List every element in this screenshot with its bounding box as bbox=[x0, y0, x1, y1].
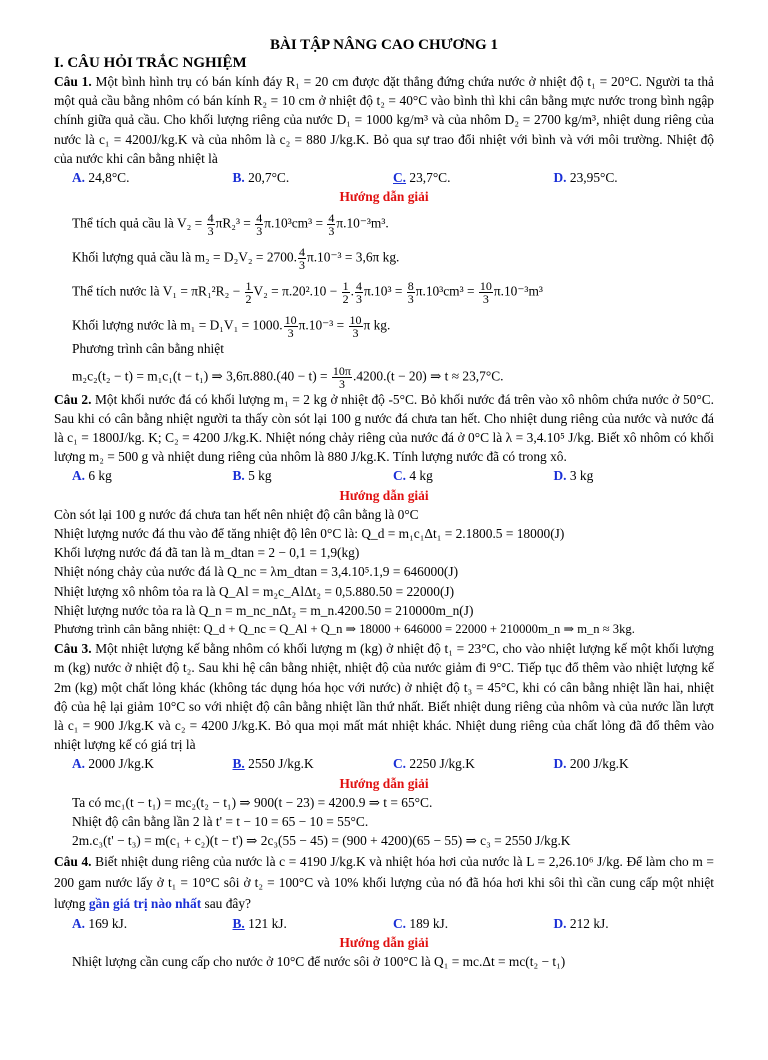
solution-line: m₂c₂(t₂ − t) = m₁c₁(t − t₁) ⇒ 3,6π.880.(40 − t) = $\frac{10\pi}{3}$ .4200.(t − 20) ⇒ t ≈ 23,7°C. bbox=[72, 363, 504, 391]
option-b[interactable]: B. 121 kJ. bbox=[232, 915, 287, 931]
question-2 bbox=[54, 390, 714, 467]
question-text: Một nhiệt lượng kế bằng nhôm có khối lượng m (kg) ở nhiệt độ t₁ = 23°C, cho vào nhiệt lượng kế một khối lượng m (kg) nước ở nhiệt độ t₂. Sau khi hệ cân bằng nhiệt, nhiệt độ của nước giảm đi 9°C. Tiếp tục đổ thêm vào nhiệt lượng kế 2m (kg) một chất lỏng khác (không tác dụng hóa học với nước) ở nhiệt độ t₃ = 45°C, khi có cân bằng nhiệt lần hai, nhiệt độ của hệ lại giảm 10°C so với nhiệt độ cân bằng nhiệt lần thứ nhất. Biết nhiệt dung riêng của nhôm và của nước lần lượt là c₁ = 900 J/kg.K và c₂ = 4200 J/kg.K. Bỏ qua mọi mất mát nhiệt khác. Nhiệt dung riêng của chất lỏng đã đổ thêm vào nhiệt lượng kế có giá trị là bbox=[54, 641, 714, 753]
section-heading: I. CÂU HỎI TRẮC NGHIỆM bbox=[54, 55, 247, 71]
solution-line: Khối lượng nước đá đã tan là m_dtan = 2 − 0,1 = 1,9(kg) bbox=[54, 545, 360, 561]
question-text: Một bình hình trụ có bán kính đáy R₁ = 20 cm được đặt thẳng đứng chứa nước ở nhiệt độ t₁ = 20°C. Người ta thả một quả cầu bằng nhôm có bán kính R₂ = 10 cm ở nhiệt độ t₂ = 40°C vào bình thì khi cân bằng mực nước trong bình ngập chính giữa quả cầu. Cho khối lượng riêng của nước D₁ = 1000 kg/m³ và của nhôm D₂ = 2700 kg/m³, nhiệt dung riêng của nước là c₁ = 4200J/kg.K và của nhôm là c₂ = 880 J/kg.K. Bỏ qua sự trao đổi nhiệt với bình và với môi trường. Nhiệt độ của nước khi cân bằng nhiệt là bbox=[54, 74, 714, 166]
question-label: Câu 3. bbox=[54, 641, 92, 657]
option-c[interactable]: C. 2250 J/kg.K bbox=[393, 756, 475, 772]
option-b[interactable]: B. 20,7°C. bbox=[232, 170, 290, 186]
document-page bbox=[0, 36, 768, 1060]
solution-line: 2m.c₃(t' − t₃) = m(c₁ + c₂)(t − t') ⇒ 2c₃(55 − 45) = (900 + 4200)(65 − 55) ⇒ c₃ = 2550 J/kg.K bbox=[72, 833, 571, 849]
option-c[interactable]: C. 4 kg bbox=[393, 468, 433, 484]
solution-line: Nhiệt độ cân bằng lần 2 là t' = t − 10 = 65 − 10 = 55°C. bbox=[72, 814, 369, 830]
question-highlight: gần giá trị nào nhất bbox=[88, 895, 202, 911]
option-a[interactable]: A. 24,8°C. bbox=[72, 170, 130, 186]
option-c[interactable]: C. 189 kJ. bbox=[393, 915, 449, 931]
question-text: Một khối nước đá có khối lượng m₁ = 2 kg ở nhiệt độ -5°C. Bỏ khối nước đá trên vào xô nhôm chứa nước ở 50°C. Sau khi có cân bằng nhiệt người ta thấy còn sót lại 100 g nước đá chưa tan hết. Cho nhiệt dung riêng của nước và nước đá là c₁ = 1800J/kg. K; C₂ = 4200 J/kg.K. Nhiệt nóng chảy riêng của nước đá ở 0°C là λ = 3,4.10⁵ J/kg. Biết xô nhôm có khối lượng m₂ = 500 g và nhiệt dung riêng của nhôm là 880 J/kg.K. Tính lượng nước đã có trong xô. bbox=[54, 391, 714, 465]
option-d[interactable]: D. 200 J/kg.K bbox=[553, 756, 629, 772]
page-title: BÀI TẬP NÂNG CAO CHƯƠNG 1 bbox=[270, 37, 498, 53]
solution-line: Thể tích nước là V₁ = πR₁²R₂ − $\frac{1}{2}$ V₂ = π.20².10 − $\frac{1}{2}$ . $\frac{4}{3}$ π.10³ = $\frac{8}{3}$ π.10³cm³ = $\frac{10}{3}$ π.10⁻³m³ bbox=[72, 279, 543, 307]
options-q4 bbox=[54, 914, 714, 933]
option-c[interactable]: C. 23,7°C. bbox=[393, 170, 451, 186]
solution-line: Ta có mc₁(t − t₁) = mc₂(t₂ − t₁) ⇒ 900(t − 23) = 4200.9 ⇒ t = 65°C. bbox=[72, 794, 433, 810]
solution-line: Thể tích quả cầu là V₂ = $\frac{4}{3}$ πR₂³ = $\frac{4}{3}$ π.10³cm³ = $\frac{4}{3}$ π.10⁻³m³. bbox=[72, 211, 389, 239]
option-d[interactable]: D. 23,95°C. bbox=[553, 170, 618, 186]
question-label: Câu 4. bbox=[54, 853, 92, 869]
solution-line: Nhiệt lượng nước đá thu vào để tăng nhiệt độ lên 0°C là: Q_d = m₁c₁Δt₁ = 2.1800.5 = 18000(J) bbox=[54, 526, 565, 542]
option-d[interactable]: D. 212 kJ. bbox=[553, 915, 609, 931]
option-d[interactable]: D. 3 kg bbox=[553, 468, 594, 484]
solution-line: Phương trình cân bằng nhiệt bbox=[72, 341, 224, 357]
solution-line: Khối lượng quả cầu là m₂ = D₂V₂ = 2700. $\frac{4}{3}$ π.10⁻³ = 3,6π kg. bbox=[72, 245, 400, 273]
solution-line: Nhiệt nóng chảy của nước đá là Q_nc = λm_dtan = 3,4.10⁵.1,9 = 646000(J) bbox=[54, 564, 459, 580]
option-a[interactable]: A. 6 kg bbox=[72, 468, 112, 484]
solution-line: Nhiệt lượng xô nhôm tỏa ra là Q_Al = m₂c_AlΔt₂ = 0,5.880.50 = 22000(J) bbox=[54, 583, 455, 599]
question-label: Câu 1. bbox=[54, 74, 92, 89]
guide-heading: Hướng dẫn giải bbox=[339, 189, 429, 205]
option-b[interactable]: B. 5 kg bbox=[232, 468, 272, 484]
question-label: Câu 2. bbox=[54, 391, 92, 407]
guide-heading: Hướng dẫn giải bbox=[339, 934, 429, 950]
options-q2 bbox=[54, 466, 714, 485]
guide-heading: Hướng dẫn giải bbox=[339, 775, 429, 791]
solution-line: Còn sót lại 100 g nước đá chưa tan hết nên nhiệt độ cân bằng là 0°C bbox=[54, 506, 419, 522]
solution-line: Khối lượng nước là m₁ = D₁V₁ = 1000. $\frac{10}{3}$ π.10⁻³ = $\frac{10}{3}$ π kg. bbox=[72, 313, 391, 341]
options-q3 bbox=[54, 754, 714, 773]
question-1 bbox=[54, 72, 714, 168]
option-a[interactable]: A. 2000 J/kg.K bbox=[72, 756, 154, 772]
question-3 bbox=[54, 639, 714, 754]
option-a[interactable]: A. 169 kJ. bbox=[72, 915, 128, 931]
solution-line: Phương trình cân bằng nhiệt: Q_d + Q_nc = Q_Al + Q_n ⇒ 18000 + 646000 = 22000 + 210000m_n ⇒ m_n ≈ 3kg. bbox=[54, 622, 635, 637]
solution-line: Nhiệt lượng nước tỏa ra là Q_n = m_nc_nΔt₂ = m_n.4200.50 = 210000m_n(J) bbox=[54, 602, 474, 618]
question-text: Biết nhiệt dung riêng của nước là c = 4190 J/kg.K và nhiệt hóa hơi của nước là L = 2,26.10⁶ J/kg. Để làm cho m = 200 gam nước lấy ở t₁ = 10°C sôi ở t₂ = 100°C và 10% khối lượng của nó đã hóa hơi khi sôi thì cần cung cấp một nhiệt lượng bbox=[54, 853, 714, 911]
option-b[interactable]: B. 2550 J/kg.K bbox=[232, 756, 314, 772]
solution-line: Nhiệt lượng cần cung cấp cho nước ở 10°C để nước sôi ở 100°C là Q₁ = mc.Δt = mc(t₂ − t₁) bbox=[72, 953, 566, 969]
question-4: Câu 4. Biết nhiệt dung riêng của nước là c = 4190 J/kg.K và nhiệt hóa hơi của nước là L = 2,26.10⁶ J/kg. Để làm cho m = 200 gam nước lấy ở t₁ = 10°C sôi ở t₂ = 100°C và 10% khối lượng của nó đã hóa hơi khi sôi thì cần cung cấp một nhiệt lượng gần giá trị nào nhất sau đây? bbox=[54, 853, 714, 911]
options-q1 bbox=[54, 168, 714, 187]
guide-heading: Hướng dẫn giải bbox=[339, 487, 429, 503]
